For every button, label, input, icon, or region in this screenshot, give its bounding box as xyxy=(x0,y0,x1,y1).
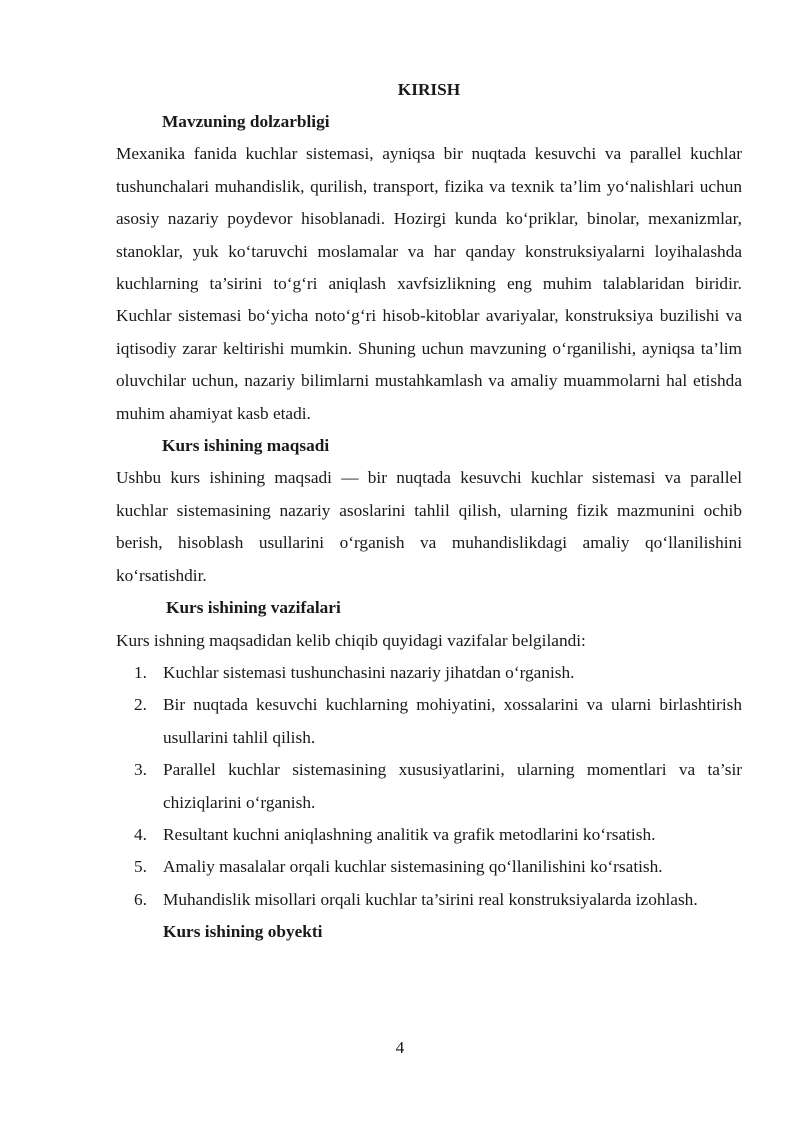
list-item-text: Amaliy masalalar orqali kuchlar sistemasining qo‘llanilishini ko‘rsatish. xyxy=(163,857,663,877)
section-heading-relevance: Mavzuning dolzarbligi xyxy=(162,112,330,131)
list-item-number: 3. xyxy=(134,760,147,780)
list-item-number: 5. xyxy=(134,857,147,877)
section-heading-goal: Kurs ishining maqsadi xyxy=(162,436,330,456)
section-paragraph-relevance: Mexanika fanida kuchlar sistemasi, ayniqsa bir nuqtada kesuvchi va parallel kuchlar tushunchalari muhandislik, qurilish, transport, fizika va texnik ta’lim yo‘nalishlari uchun asosiy nazariy poydevor hisoblanadi. Hozirgi kunda ko‘priklar, binolar, mexanizmlar, stanoklar, yuk ko‘taruvchi moslamalar va har qanday konstruksiyalarni loyihalashda kuchlarning ta’sirini to‘g‘ri aniqlash xavfsizlikning eng muhim talablaridan biridir. Kuchlar sistemasi bo‘yicha noto‘g‘ri hisob-kitoblar avariyalar, konstruksiya buzilishi va iqtisodiy zarar keltirishi mumkin. Shuning uchun mavzuning o‘rganilishi, ayniqsa ta’lim oluvchilar uchun, nazariy bilimlarni mustahkamlash va amaliy muammolarni hal etishda muhim ahamiyat kasb etadi. xyxy=(116,144,742,423)
list-item-text: Resultant kuchni aniqlashning analitik va grafik metodlarini ko‘rsatish. xyxy=(163,824,656,844)
list-item-text: Kuchlar sistemasi tushunchasini nazariy jihatdan o‘rganish. xyxy=(163,662,575,682)
section-heading-tasks: Kurs ishining vazifalari xyxy=(166,598,341,618)
list-item-number: 6. xyxy=(134,889,147,909)
page-title: KIRISH xyxy=(397,80,461,99)
list-item xyxy=(116,819,742,851)
list-item-text: Muhandislik misollari orqali kuchlar ta’sirini real konstruksiyalarda izohlash. xyxy=(163,889,698,909)
list-item xyxy=(116,657,742,689)
page-number: 4 xyxy=(395,1038,405,1057)
list-item xyxy=(116,689,742,754)
list-item-number: 2. xyxy=(134,695,147,715)
list-item-text: Bir nuqtada kesuvchi kuchlarning mohiyatini, xossalarini va ularni birlashtirish usullarini tahlil qilish. xyxy=(163,695,742,747)
list-item xyxy=(116,884,742,916)
list-item-number: 1. xyxy=(134,662,147,682)
section-paragraph-goal: Ushbu kurs ishining maqsadi — bir nuqtada kesuvchi kuchlar sistemasi va parallel kuchlar sistemasining nazariy asoslarini tahlil qilish, ularning fizik mazmunini ochib berish, hisoblash usullarini o‘rganish va muhandislikdagi amaliy qo‘llanilishini ko‘rsatishdir. xyxy=(116,468,742,585)
list-item xyxy=(116,754,742,819)
section-heading-object: Kurs ishining obyekti xyxy=(163,922,323,942)
page-content xyxy=(116,74,742,949)
tasks-list xyxy=(116,657,742,916)
list-item xyxy=(116,851,742,883)
list-item-text: Parallel kuchlar sistemasining xususiyatlarini, ularning momentlari va ta’sir chiziqlarini o‘rganish. xyxy=(163,760,742,812)
list-item-number: 4. xyxy=(134,824,147,844)
tasks-lead-text: Kurs ishning maqsadidan kelib chiqib quyidagi vazifalar belgilandi: xyxy=(116,630,586,650)
